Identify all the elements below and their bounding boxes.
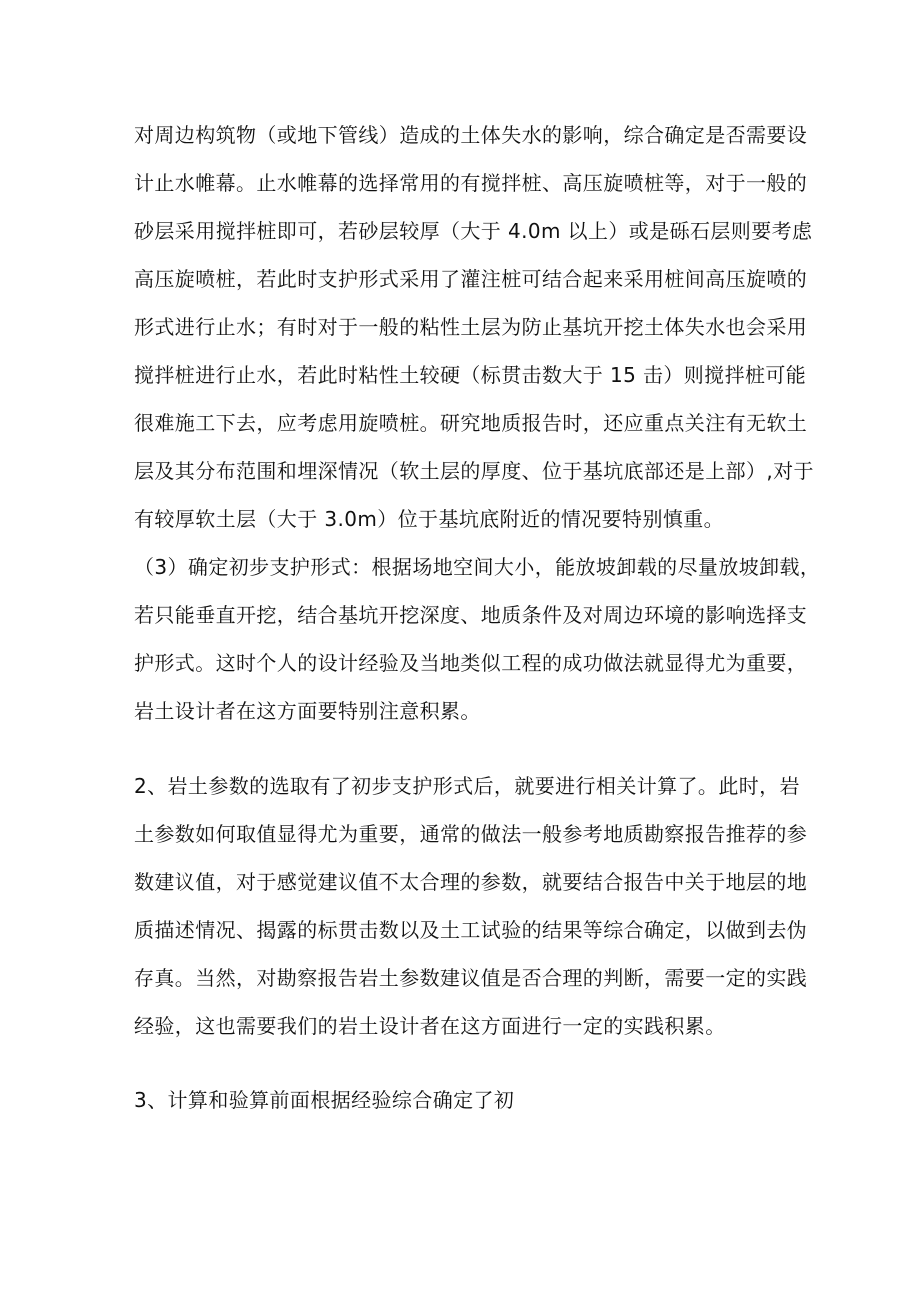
text-line: 岩土设计者在这方面要特别注意积累。 — [134, 699, 481, 723]
text-line: 有较厚软土层（大于 3.0m）位于基坑底附近的情况要特别慎重。 — [134, 507, 725, 531]
text-line: 高压旋喷桩，若此时支护形式采用了灌注桩可结合起来采用桩间高压旋喷的 — [134, 267, 808, 291]
text-line: （3）确定初步支护形式：根据场地空间大小，能放坡卸载的尽量放坡卸载， — [134, 555, 821, 579]
text-line: 数建议值，对于感觉建议值不太合理的参数，就要结合报告中关于地层的地 — [134, 870, 808, 894]
text-line: 很难施工下去，应考虑用旋喷桩。研究地质报告时，还应重点关注有无软土 — [134, 411, 808, 435]
text-line: 3、计算和验算前面根据经验综合确定了初 — [134, 1088, 515, 1112]
text-line: 土参数如何取值显得尤为重要，通常的做法一般参考地质勘察报告推荐的参 — [134, 822, 808, 846]
text-line: 经验，这也需要我们的岩土设计者在这方面进行一定的实践积累。 — [134, 1014, 726, 1038]
text-line: 计止水帷幕。止水帷幕的选择常用的有搅拌桩、高压旋喷桩等，对于一般的 — [134, 171, 808, 195]
text-line: 对周边构筑物（或地下管线）造成的土体失水的影响，综合确定是否需要设 — [134, 123, 808, 147]
text-line: 搅拌桩进行止水，若此时粘性土较硬（标贯击数大于 15 击）则搅拌桩可能 — [134, 363, 807, 387]
text-line: 2、岩土参数的选取有了初步支护形式后，就要进行相关计算了。此时，岩 — [134, 774, 800, 798]
text-line: 护形式。这时个人的设计经验及当地类似工程的成功做法就显得尤为重要， — [134, 651, 808, 675]
text-line: 层及其分布范围和埋深情况（软土层的厚度、位于基坑底部还是上部）,对于 — [134, 459, 814, 483]
text-line: 砂层采用搅拌桩即可，若砂层较厚（大于 4.0m 以上）或是砾石层则要考虑 — [134, 219, 813, 243]
text-line: 形式进行止水；有时对于一般的粘性土层为防止基坑开挖土体失水也会采用 — [134, 315, 808, 339]
text-line: 存真。当然，对勘察报告岩土参数建议值是否合理的判断，需要一定的实践 — [134, 966, 808, 990]
text-line: 质描述情况、揭露的标贯击数以及土工试验的结果等综合确定，以做到去伪 — [134, 918, 808, 942]
text-line: 若只能垂直开挖，结合基坑开挖深度、地质条件及对周边环境的影响选择支 — [134, 603, 808, 627]
